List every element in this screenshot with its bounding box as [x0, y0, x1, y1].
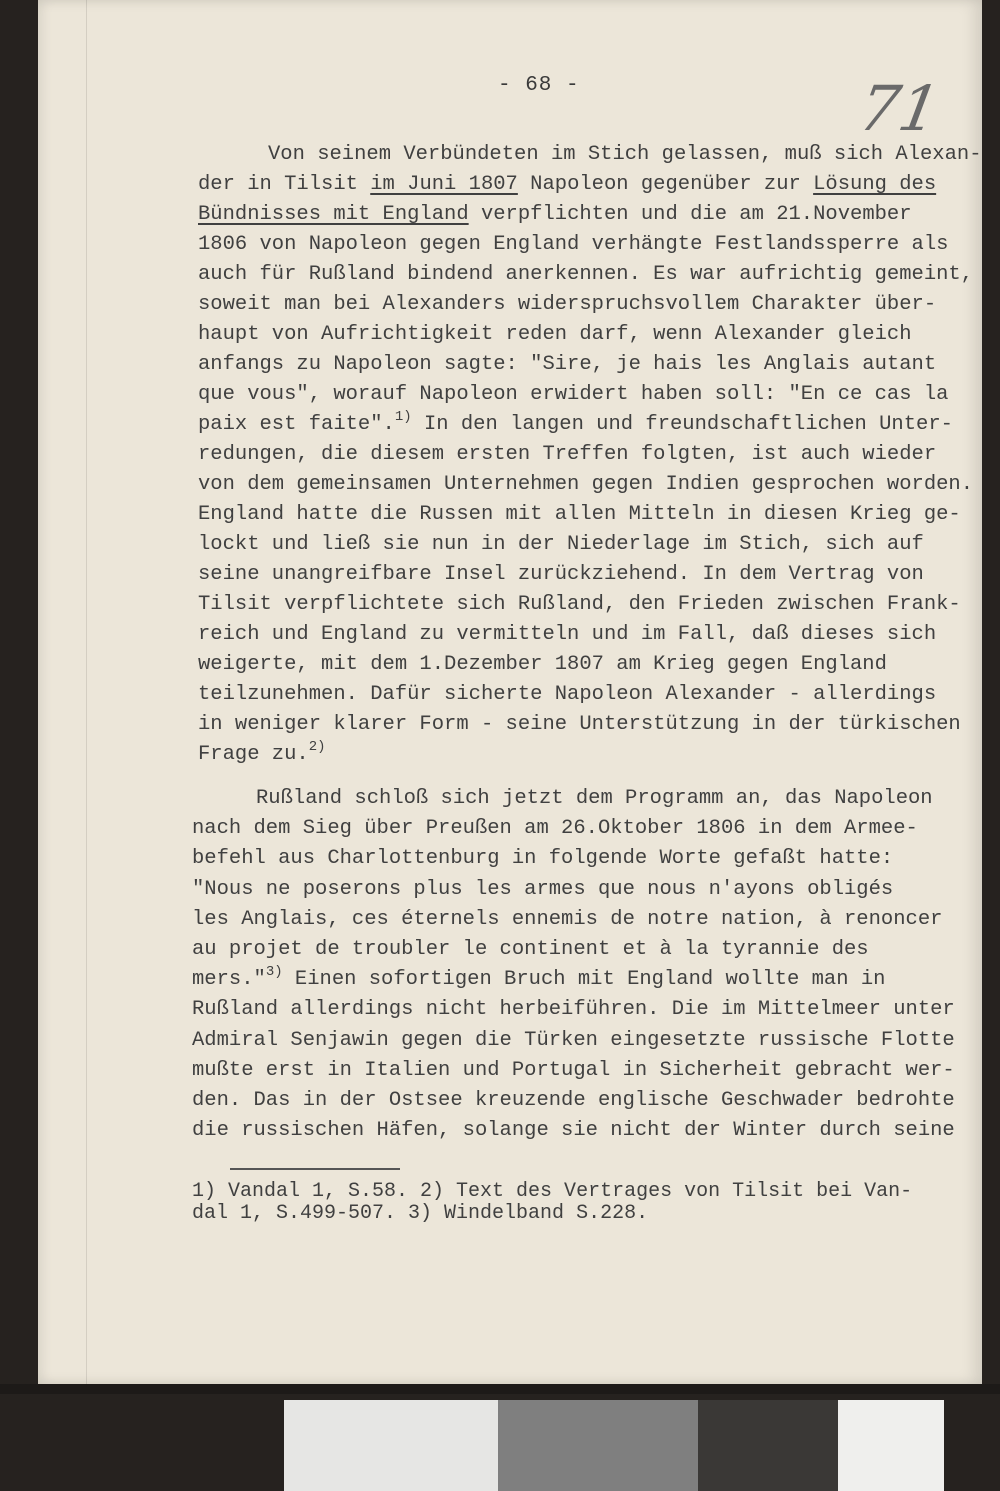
underlined-text: Bündnisses mit England	[198, 203, 469, 226]
text-line: redungen, die diesem ersten Treffen folgten, ist auch wieder	[198, 443, 937, 466]
handwritten-folio-number: 71	[853, 72, 946, 145]
footnote-marker: 2)	[308, 739, 326, 755]
footnote-marker: 1)	[394, 409, 412, 425]
underlined-text: Lösung des	[813, 173, 937, 196]
page-number: - 68 -	[498, 74, 580, 97]
text-line: haupt von Aufrichtigkeit reden darf, wenn Alexander gleich	[198, 323, 912, 346]
page-edge-shadow	[0, 1384, 1000, 1394]
calibration-card-dark	[698, 1400, 838, 1491]
text-line: England hatte die Russen mit allen Mitteln in diesen Krieg ge-	[198, 503, 961, 526]
text-line: befehl aus Charlottenburg in folgende Worte gefaßt hatte:	[192, 847, 894, 871]
text-line: 1806 von Napoleon gegen England verhängte Festlandssperre als	[198, 233, 949, 256]
text-line: les Anglais, ces éternels ennemis de notre nation, à renoncer	[192, 907, 943, 931]
footnote-marker: 3)	[265, 964, 283, 981]
underlined-text: im Juni 1807	[370, 173, 518, 196]
text-line: nach dem Sieg über Preußen am 26.Oktober 1806 in dem Armee-	[192, 817, 918, 841]
text-line: die russischen Häfen, solange sie nicht der Winter durch seine	[192, 1119, 955, 1143]
text-line: weigerte, mit dem 1.Dezember 1807 am Krieg gegen England	[198, 653, 887, 676]
text-line: anfangs zu Napoleon sagte: "Sire, je hais les Anglais autant	[198, 353, 937, 376]
text-line: Rußland allerdings nicht herbeiführen. Die im Mittelmeer unter	[192, 998, 955, 1022]
calibration-card-light	[838, 1400, 944, 1491]
calibration-card-white	[284, 1400, 498, 1491]
text-line: auch für Rußland bindend anerkennen. Es war aufrichtig gemeint,	[198, 263, 974, 286]
text-line: Rußland schloß sich jetzt dem Programm an, das Napoleon	[256, 787, 933, 810]
text-line: Bündnisses mit England verpflichten und die am 21.November	[198, 203, 912, 226]
text-line: lockt und ließ sie nun in der Niederlage im Stich, sich auf	[198, 533, 924, 556]
page-shadow-line	[86, 0, 87, 1384]
text-line: mußte erst in Italien und Portugal in Sicherheit gebracht wer-	[192, 1058, 955, 1082]
text-line: von dem gemeinsamen Unternehmen gegen Indien gesprochen worden.	[198, 473, 974, 496]
text-line: Admiral Senjawin gegen die Türken eingesetzte russische Flotte	[192, 1028, 955, 1052]
document-page	[38, 0, 982, 1384]
text-line: Von seinem Verbündeten im Stich gelassen, muß sich Alexan-	[268, 143, 982, 166]
text-line: au projet de troubler le continent et à la tyrannie des	[192, 938, 869, 961]
text-line: Tilsit verpflichtete sich Rußland, den Frieden zwischen Frank-	[198, 593, 961, 616]
text-line: teilzunehmen. Dafür sicherte Napoleon Alexander - allerdings	[198, 683, 937, 706]
calibration-card-gray	[498, 1400, 698, 1491]
text-line: reich und England zu vermitteln und im Fall, daß dieses sich	[198, 623, 937, 646]
text-line: der in Tilsit im Juni 1807 Napoleon gegenüber zur Lösung des	[198, 173, 937, 196]
footnote-line: dal 1, S.499-507. 3) Windelband S.228.	[192, 1202, 649, 1225]
footnote-line: 1) Vandal 1, S.58. 2) Text des Vertrages von Tilsit bei Van-	[192, 1180, 913, 1203]
text-line: soweit man bei Alexanders widerspruchsvollem Charakter über-	[198, 293, 937, 316]
text-line: paix est faite".$^{1)}$ In den langen und freundschaftlichen Unter-	[198, 409, 953, 436]
text-line: "Nous ne poserons plus les armes que nous n'ayons obligés	[192, 877, 894, 901]
text-line: que vous", worauf Napoleon erwidert haben soll: "En ce cas la	[198, 383, 949, 406]
text-line: in weniger klarer Form - seine Unterstützung in der türkischen	[198, 713, 961, 736]
text-line: den. Das in der Ostsee kreuzende englische Geschwader bedrohte	[192, 1089, 955, 1112]
text-line: seine unangreifbare Insel zurückziehend. In dem Vertrag von	[198, 563, 924, 586]
text-line: Frage zu.$^{2)}$	[198, 739, 326, 766]
footnote-separator	[230, 1168, 400, 1170]
text-line: mers."$^{3)}$ Einen sofortigen Bruch mit England wollte man in	[192, 964, 886, 992]
